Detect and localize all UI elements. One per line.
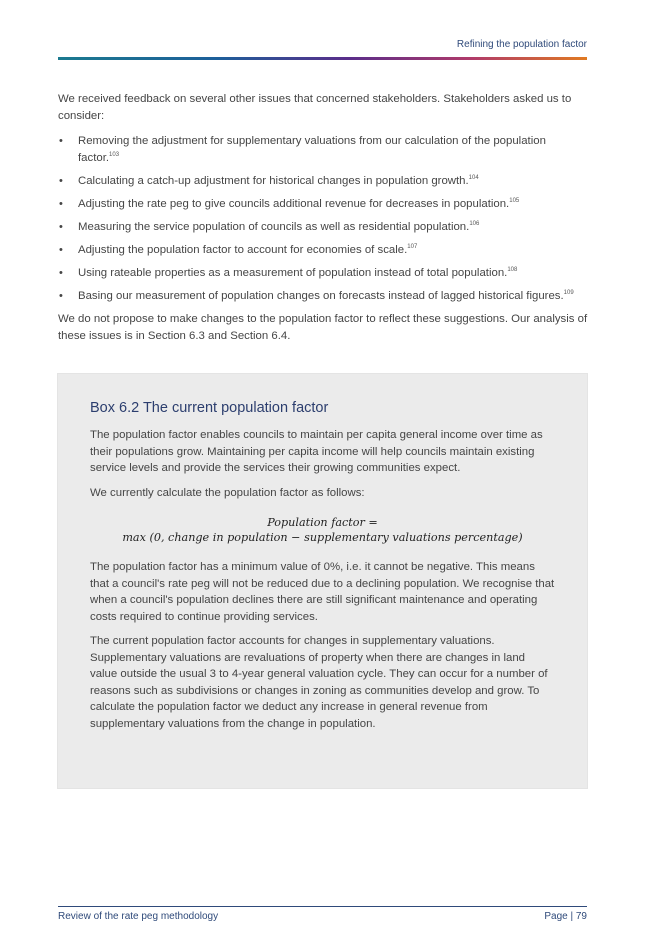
bullet-icon: • [59, 174, 63, 187]
footnote-ref[interactable]: 108 [507, 267, 518, 274]
page-number: Page | 79 [544, 911, 587, 922]
info-box [58, 374, 587, 788]
main-content [58, 91, 588, 344]
list-item: • Calculating a catch-up adjustment for historical changes in population growth.$^{104}$ [58, 173, 588, 190]
formula-line-2: max (0, change in population − supplementary valuations percentage) [122, 531, 523, 544]
bullet-icon: • [59, 197, 63, 210]
bullet-icon: • [59, 290, 63, 303]
footnote-ref[interactable]: 106 [469, 220, 480, 227]
running-header: Refining the population factor [456, 39, 587, 50]
footnote-ref[interactable]: 103 [109, 151, 120, 158]
population-factor-formula [90, 515, 555, 545]
footer-document-title: Review of the rate peg methodology [58, 911, 219, 922]
bullet-icon: • [59, 135, 63, 147]
box-title: Box 6.2 The current population factor [90, 400, 329, 416]
box-paragraph-4: The current population factor accounts for changes in supplementary valuations. Supplementary valuations are revaluations of property when there are changes in land value outside the usual 3 to 4-year general valuation cycle. They can occur for a number of reasons such as subdivisions or changes in zoning as communities develop and grow. To calculate the population factor we deduct any increase in general revenue from supplementary valuations from the change in population. [90, 635, 548, 730]
list-item: • Using rateable properties as a measurement of population instead of total population.$^{108}$ [58, 265, 588, 282]
box-paragraph-2: We currently calculate the population factor as follows: [90, 486, 365, 499]
footnote-ref[interactable]: 109 [563, 290, 574, 297]
conclusion-paragraph: We do not propose to make changes to the population factor to reflect these suggestions. Our analysis of these issues is in Section 6.3 and Section 6.4. [58, 313, 588, 342]
list-item: • Measuring the service population of councils as well as residential population.$^{106}$ [58, 219, 588, 236]
bullet-icon: • [59, 243, 63, 256]
footnote-ref[interactable]: 105 [509, 197, 520, 204]
list-item: • Adjusting the population factor to account for economies of scale.$^{107}$ [58, 242, 588, 259]
intro-paragraph: We received feedback on several other issues that concerned stakeholders. Stakeholders asked us to consider: [58, 93, 572, 122]
list-item: • Adjusting the rate peg to give councils additional revenue for decreases in population.$^{105}$ [58, 196, 588, 213]
footer-rule [58, 906, 587, 907]
footnote-ref[interactable]: 107 [407, 244, 418, 251]
formula-line-1: Population factor = [267, 516, 378, 529]
header-rule [58, 57, 587, 60]
bullet-icon: • [59, 266, 63, 279]
list-item: • Basing our measurement of population changes on forecasts instead of lagged historical figures.$^{109}$ [58, 288, 588, 305]
footnote-ref[interactable]: 104 [468, 174, 479, 181]
box-paragraph-3: The population factor has a minimum value of 0%, i.e. it cannot be negative. This means that a council's rate peg will not be reduced due to a declining population. We recognise that when a council's population declines there are still significant maintenance and operating costs required to continue providing services. [90, 561, 555, 623]
bullet-icon: • [59, 220, 63, 233]
list-item: • Removing the adjustment for supplementary valuations from our calculation of the population factor.$^{103}$ [59, 135, 546, 164]
box-paragraph-1: The population factor enables councils to maintain per capita general income over time as their populations grow. Maintaining per capita income will help councils maintain existing service levels and provide the services their growing communities expect. [90, 429, 543, 474]
suggestion-list [58, 133, 588, 305]
